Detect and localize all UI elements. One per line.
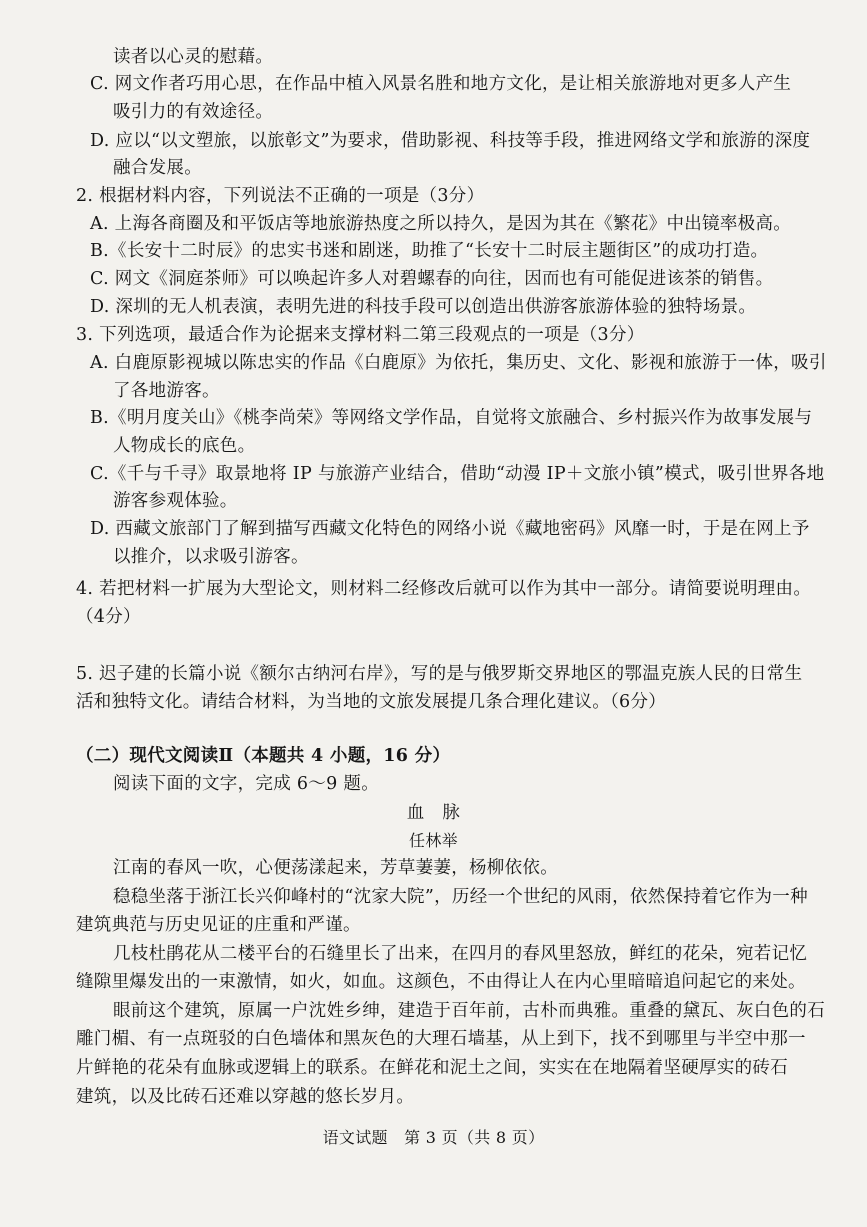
text-line: 活和独特文化。请结合材料，为当地的文旅发展提几条合理化建议。（6分） (76, 692, 667, 712)
question-2: 2. 根据材料内容，下列说法不正确的一项是（3分） (76, 186, 485, 206)
paragraph-line: 建筑典范与历史见证的庄重和严谨。 (76, 915, 361, 935)
instruction: 阅读下面的文字，完成 6～9 题。 (113, 774, 379, 794)
text-line: 游客参观体验。 (113, 491, 238, 511)
paragraph-line: 建筑，以及比砖石还难以穿越的悠长岁月。 (76, 1087, 415, 1107)
question-3: 3. 下列选项，最适合作为论据来支撑材料二第三段观点的一项是（3分） (76, 325, 645, 345)
section-heading: （二）现代文阅读Ⅱ（本题共 4 小题，16 分） (76, 746, 451, 766)
text-line: 读者以心灵的慰藉。 (113, 47, 274, 67)
paragraph-line: 稳稳坐落于浙江长兴仰峰村的“沈家大院”，历经一个世纪的风雨，依然保持着它作为一种 (113, 887, 808, 907)
text-line: 人物成长的底色。 (113, 436, 256, 456)
option-d: D. 应以“以文塑旅，以旅彰文”为要求，借助影视、科技等手段，推进网络文学和旅游的深度 (90, 131, 811, 151)
paragraph-line: 缝隙里爆发出的一束激情，如火，如血。这颜色，不由得让人在内心里暗暗追问起它的来处。 (76, 972, 806, 992)
option-c: C. 网文作者巧用心思，在作品中植入风景名胜和地方文化，是让相关旅游地对更多人产生 (90, 74, 792, 94)
question-4: 4. 若把材料一扩展为大型论文，则材料二经修改后就可以作为其中一部分。请简要说明理由。 (76, 579, 812, 599)
page-footer: 语文试题 第 3 页（共 8 页） (322, 1128, 545, 1147)
paragraph-line: 几枝杜鹃花从二楼平台的石缝里长了出来，在四月的春风里怒放，鲜红的花朵，宛若记忆 (113, 944, 808, 964)
paragraph-line: 眼前这个建筑，原属一户沈姓乡绅，建造于百年前，古朴而典雅。重叠的黛瓦、灰白色的石 (113, 1001, 825, 1021)
option-b: B.《长安十二时辰》的忠实书迷和剧迷，助推了“长安十二时辰主题街区”的成功打造。 (90, 241, 769, 261)
question-5: 5. 迟子建的长篇小说《额尔古纳河右岸》，写的是与俄罗斯交界地区的鄂温克族人民的日常生 (76, 664, 803, 684)
option-d: D. 西藏文旅部门了解到描写西藏文化特色的网络小说《藏地密码》风靡一时，于是在网上予 (90, 519, 810, 539)
option-c: C.《千与千寻》取景地将 IP 与旅游产业结合，借助“动漫 IP＋文旅小镇”模式，吸引世界各地 (90, 464, 825, 484)
text-line: 以推介，以求吸引游客。 (113, 547, 309, 567)
text-line: 融合发展。 (113, 158, 202, 178)
option-a: A. 白鹿原影视城以陈忠实的作品《白鹿原》为依托，集历史、文化、影视和旅游于一体，吸引 (90, 353, 827, 373)
score-note: （4分） (76, 607, 141, 627)
article-title: 血 脉 (406, 803, 461, 823)
text-line: 了各地游客。 (113, 381, 220, 401)
paragraph-line: 江南的春风一吹，心便荡漾起来，芳草萋萋，杨柳依依。 (113, 858, 558, 878)
paragraph-line: 雕门楣、有一点斑驳的白色墙体和黑灰色的大理石墙基，从上到下，找不到哪里与半空中那一 (76, 1029, 806, 1049)
option-a: A. 上海各商圈及和平饭店等地旅游热度之所以持久，是因为其在《繁花》中出镜率极高。 (90, 214, 792, 234)
article-author: 任林举 (409, 831, 458, 850)
option-b: B.《明月度关山》《桃李尚荣》等网络文学作品，自觉将文旅融合、乡村振兴作为故事发展与 (90, 408, 813, 428)
text-line: 吸引力的有效途径。 (113, 102, 274, 122)
paragraph-line: 片鲜艳的花朵有血脉或逻辑上的联系。在鲜花和泥土之间，实实在在地隔着坚硬厚实的砖石 (76, 1058, 788, 1078)
option-c: C. 网文《洞庭茶师》可以唤起许多人对碧螺春的向往，因而也有可能促进该茶的销售。 (90, 269, 774, 289)
option-d: D. 深圳的无人机表演，表明先进的科技手段可以创造出供游客旅游体验的独特场景。 (90, 297, 757, 317)
